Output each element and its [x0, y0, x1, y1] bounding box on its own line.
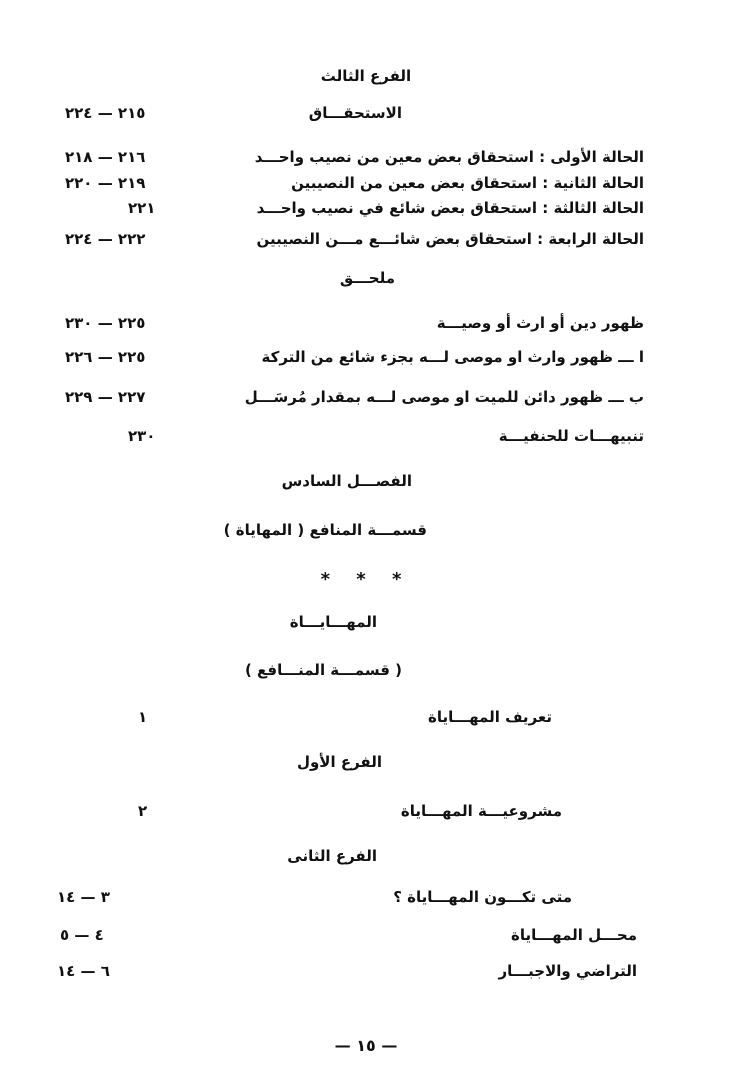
toc-entry-pages: ٢: [138, 802, 148, 820]
heading-branch-1: الفرع الأول: [296, 753, 382, 771]
toc-entry-pages: ٢٢١: [128, 199, 156, 217]
page-number: — ١٥ —: [334, 1036, 398, 1055]
heading-chapter-6: الفصـــل السادس: [281, 472, 412, 490]
toc-entry-pages: ٣ — ١٤: [57, 888, 110, 906]
toc-entry-text: محـــل المهـــاياة: [511, 926, 637, 944]
toc-entry-pages: ٢١٦ — ٢١٨: [65, 148, 146, 166]
toc-entry-text: ب ـــ ظهور دائن للميت او موصى لـــه بمقدار مُرسَـــل: [244, 388, 644, 406]
toc-entry-pages: ٢٣٠: [128, 427, 156, 445]
toc-entry-pages: ١: [138, 708, 148, 726]
toc-entry-text: التراضي والاجبـــار: [498, 962, 637, 980]
toc-entry-case-1: [0, 146, 732, 168]
toc-entry-pages: ٢٢٥ — ٢٣٠: [65, 314, 146, 332]
heading-appendix: ملحـــق: [339, 269, 395, 287]
toc-entry-text: تنبيهـــات للحنفيـــة: [498, 427, 644, 445]
heading-muhayaa-subtitle: ( قسمـــة المنـــافع ): [244, 661, 402, 679]
toc-entry-text: ظهور دين أو ارث أو وصيـــة: [436, 314, 644, 332]
entitlement-entry: [0, 102, 732, 124]
toc-entry-appendix-2: [0, 346, 732, 368]
heading-muhayaa: المهـــايـــاة: [289, 613, 377, 631]
toc-entry-text: مشروعيـــة المهـــاياة: [400, 802, 562, 820]
toc-entry-text: الحالة الأولى : استحقاق بعض معين من نصيب واحـــد: [254, 148, 644, 166]
toc-entry-case-3: [0, 197, 732, 219]
toc-entry-appendix-3: [0, 386, 732, 408]
toc-entry-text: متى تكـــون المهـــاياة ؟: [393, 888, 572, 906]
toc-entry-consent: [0, 960, 732, 982]
toc-entry-when: [0, 886, 732, 908]
toc-entry-appendix-1: [0, 312, 732, 334]
toc-entry-pages: ٦ — ١٤: [57, 962, 110, 980]
toc-entry-pages: ٢١٩ — ٢٢٠: [65, 174, 146, 192]
entitlement-pages: ٢١٥ — ٢٢٤: [65, 104, 146, 122]
toc-entry-pages: ٢٢٧ — ٢٢٩: [65, 388, 146, 406]
toc-entry-text: الحالة الثانية : استحقاق بعض معين من النصيبين: [291, 174, 644, 192]
heading-branch-3: الفرع الثالث: [320, 67, 412, 85]
toc-entry-text: الحالة الثالثة : استحقاق بعض شائع في نصيب واحـــد: [256, 199, 644, 217]
toc-entry-case-4: [0, 228, 732, 250]
toc-entry-text: تعريف المهـــاياة: [427, 708, 552, 726]
toc-entry-text: الحالة الرابعة : استحقاق بعض شائـــع مـــن النصيبين: [256, 230, 644, 248]
toc-entry-pages: ٤ — ٥: [60, 926, 104, 944]
heading-division-of-benefits: قسمـــة المنافع ( المهاياة ): [223, 521, 427, 539]
toc-entry-pages: ٢٢٥ — ٢٢٦: [65, 348, 146, 366]
entitlement-title: الاستحقـــاق: [308, 104, 402, 122]
toc-entry-case-2: [0, 172, 732, 194]
toc-entry-appendix-4: [0, 425, 732, 447]
toc-entry-text: ا ـــ ظهور وارث او موصى لـــه بجزء شائع من التركة: [261, 348, 644, 366]
toc-entry-legitimacy: [0, 800, 732, 822]
toc-entry-definition: [0, 706, 732, 728]
toc-entry-pages: ٢٢٢ — ٢٢٤: [65, 230, 146, 248]
heading-branch-2: الفرع الثانى: [287, 847, 377, 865]
toc-entry-subject: [0, 924, 732, 946]
stars-separator: * * *: [320, 569, 412, 590]
